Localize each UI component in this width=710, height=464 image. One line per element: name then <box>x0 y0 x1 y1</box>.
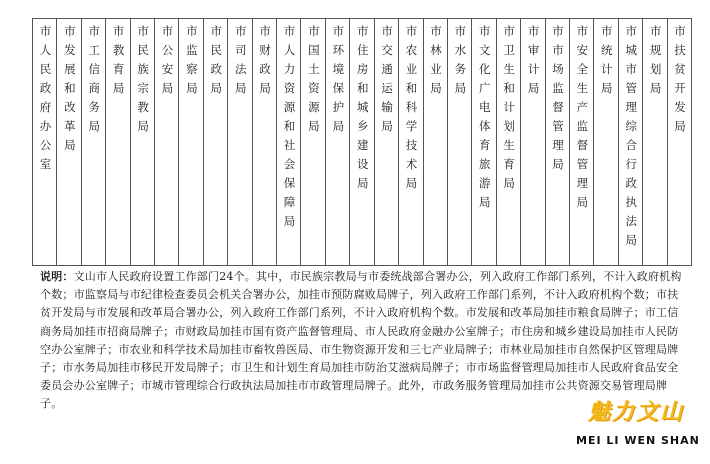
department-name: 市安全生产监督管理局 <box>575 25 590 215</box>
department-cell <box>325 19 349 266</box>
department-name: 市水务局 <box>453 25 468 101</box>
department-name: 市民族宗教局 <box>136 25 151 139</box>
department-name: 市财政局 <box>258 25 273 101</box>
department-name: 市扶贫开发局 <box>673 25 688 139</box>
department-cell <box>545 19 569 266</box>
department-name: 市发展和改革局 <box>62 25 77 158</box>
department-name: 市住房和城乡建设局 <box>355 25 370 196</box>
department-name: 市国土资源局 <box>306 25 321 139</box>
department-cell <box>106 19 130 266</box>
department-name: 市监察局 <box>184 25 199 101</box>
department-cell <box>521 19 545 266</box>
department-name: 市城市管理综合行政执法局 <box>624 25 639 253</box>
department-name: 市林业局 <box>428 25 443 101</box>
watermark-subtitle: MEI LI WEN SHAN <box>576 434 700 447</box>
department-cell <box>447 19 471 266</box>
department-cell <box>57 19 81 266</box>
department-name: 市人力资源和社会保障局 <box>282 25 297 234</box>
department-cell <box>155 19 179 266</box>
department-name: 市教育局 <box>111 25 126 101</box>
department-table <box>32 18 692 266</box>
department-name: 市卫生和计划生育局 <box>502 25 517 196</box>
department-cell <box>81 19 105 266</box>
department-name: 市市场监督管理局 <box>550 25 565 177</box>
department-cell <box>301 19 325 266</box>
department-cell <box>130 19 154 266</box>
department-name: 市农业和科学技术局 <box>404 25 419 196</box>
department-name: 市民政局 <box>209 25 224 101</box>
department-cell <box>228 19 252 266</box>
note-text: 文山市人民政府设置工作部门24个。其中，市民族宗教局与市委统战部合署办公，列入政府工作部门系列，不计入政府机构个数；市监察局与市纪律检查委员会机关合署办公，加挂市预防腐败局牌子，列入政府工作部门系列，不计入政府机构个数；市扶贫开发局与市发展和改革局合署办公，列入政府工作部门系列，不计入政府机构个数。市发展和改革局加挂市粮食局牌子；市工信商务局加挂市招商局牌子；市财政局加挂市国有资产监督管理局、市人民政府金融办公室牌子；市住房和城乡建设局加挂市人民防空办公室牌子；市农业和科学技术局加挂市畜牧兽医局、市生物资源开发和三七产业局牌子；市林业局加挂市自然保护区管理局牌子；市水务局加挂市移民开发局牌子；市卫生和计划生育局加挂市防治艾滋病局牌子；市市场监督管理局加挂市人民政府食品安全委员会办公室牌子；市城市管理综合行政执法局加挂市市政管理局牌子。此外，市政务服务管理局加挂市公共资源交易管理局牌子。 <box>40 270 682 411</box>
department-row <box>33 19 692 266</box>
department-name: 市审计局 <box>526 25 541 101</box>
department-name: 市环境保护局 <box>331 25 346 139</box>
department-cell <box>594 19 618 266</box>
department-cell <box>472 19 496 266</box>
department-cell <box>667 19 691 266</box>
watermark <box>576 398 700 447</box>
watermark-logo: 魅力文山 <box>587 400 684 425</box>
department-cell <box>252 19 276 266</box>
department-name: 市规划局 <box>648 25 663 101</box>
department-cell <box>423 19 447 266</box>
department-cell <box>33 19 57 266</box>
note-label: 说明： <box>40 270 74 283</box>
note-paragraph <box>40 268 686 414</box>
department-name: 市司法局 <box>233 25 248 101</box>
department-name: 市人民政府办公室 <box>38 25 53 177</box>
department-name: 市工信商务局 <box>87 25 102 139</box>
department-cell <box>618 19 642 266</box>
department-name: 市交通运输局 <box>380 25 395 139</box>
department-cell <box>643 19 667 266</box>
department-cell <box>203 19 227 266</box>
department-cell <box>496 19 520 266</box>
department-name: 市统计局 <box>599 25 614 101</box>
department-cell <box>399 19 423 266</box>
department-cell <box>179 19 203 266</box>
department-cell <box>569 19 593 266</box>
department-name: 市文化广电体育旅游局 <box>477 25 492 215</box>
department-cell <box>277 19 301 266</box>
department-cell <box>350 19 374 266</box>
department-cell <box>374 19 398 266</box>
department-name: 市公安局 <box>160 25 175 101</box>
